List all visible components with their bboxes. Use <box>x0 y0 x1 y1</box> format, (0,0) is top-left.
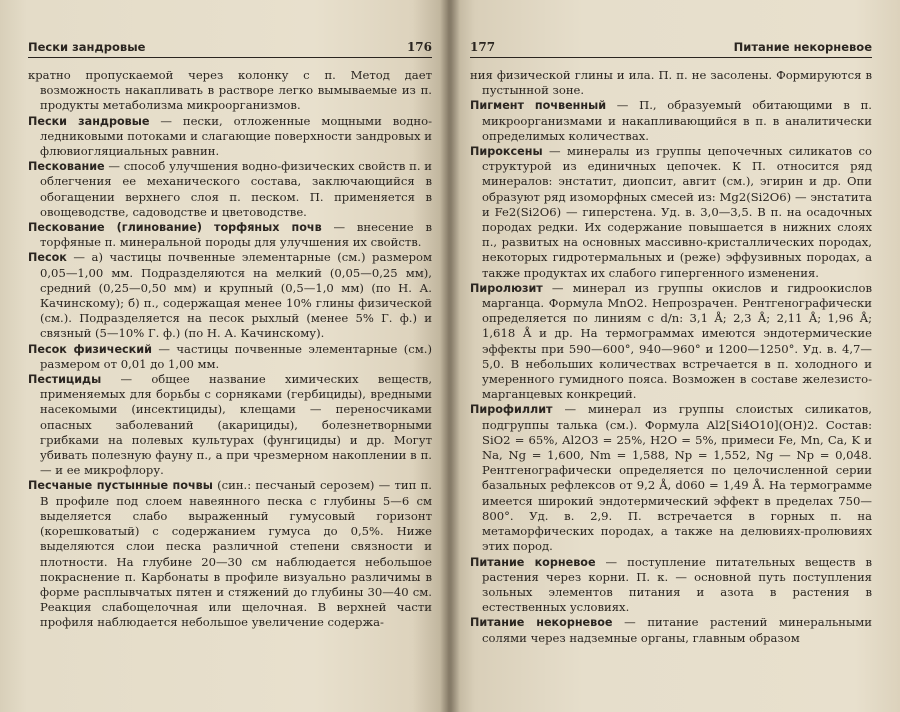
entry-term: Пестициды <box>28 373 102 387</box>
entry <box>28 342 432 372</box>
entry-definition: — минерал из группы слоистых силикатов, подгруппы талька (см.). Формула Al2[Si4O10](OH)2. Состав: SiO2 = 65%, Al2O3 = 25%, H2O = 5%, примеси Fe, Mn, Ca, K и Na, Ng = 1,600, Nm = 1,588, Np = 1,552, Ng — Np = 0,048. Рентгенографически определяется по целочисленной серии базальных рефлексов от 9,2 Å, d060 = 1,49 Å. На термограмме имеется широкий эндотермический эффект в пределах 750—800°. Уд. в. 2,9. П. встречается в горных п. на метаморфических породах, а также на делювиях-пролювиях этих пород. <box>482 402 872 554</box>
entry <box>28 159 432 220</box>
entry <box>28 220 432 250</box>
entry-definition: — П., образуемый обитающими в п. микроорганизмами и накапливающийся в п. в аналитически определимых количествах. <box>482 98 872 143</box>
entry-definition: — поступление питательных веществ в растения через корни. П. к. — основной путь поступления зольных элементов питания и азота в растения в естественных условиях. <box>482 554 872 615</box>
entry <box>470 281 872 403</box>
entry <box>470 98 872 144</box>
right-page-text <box>470 68 872 646</box>
entry-definition: — минералы из группы цепочечных силикатов со структурой из единичных цепочек. К П. относится ряд минералов: энстатит, диопсит, авгит (см.), эгирин и др. Опи образуют ряд изоморфных смесей из: Mg2(Si2O6) — энстатита и Fe2(Si2O6) — гиперстена. Уд. в. 3,0—3,5. В п. на осадочных породах редки. Их содержание повышается в нижних слоях п., развитых на основных массивно-кристаллических породах, некоторых гидротермальных и (реже) эффузивных породах, а также продуктах их слабого гипергенного изменения. <box>482 144 872 280</box>
entry <box>28 478 432 630</box>
entry-definition: — способ улучшения водно-физических свойств п. и облегчения ее механического состава, заключающийся в обогащении верхнего слоя п. песком. П. применяется в овощеводстве, садоводстве и цветоводстве. <box>40 159 432 219</box>
left-page-number: 176 <box>406 40 432 54</box>
entry-definition: — частицы почвенные элементарные (см.) размером от 0,01 до 1,00 мм. <box>40 341 432 371</box>
entry <box>470 144 872 281</box>
left-page-header <box>28 40 432 58</box>
entry-term: Песок физический <box>28 342 152 356</box>
entry-definition: ния физической глины и ила. П. п. не засолены. Формируются в пустынной зоне. <box>470 68 872 98</box>
entry-term: Песчаные пустынные почвы <box>28 479 213 493</box>
left-page-text <box>28 68 432 631</box>
left-header-title: Пески зандровые <box>28 40 146 54</box>
entry-definition: (син.: песчаный серозем) — тип п. В профиле под слоем навеянного песка с глубины 5—6 см выделяется слабо выраженный гумусовый горизонт (корешковатый) с содержанием гумуса до 0,5%. Ниже выделяются слои песка различной степени связности и плотности. На глубине 20—30 см наблюдается небольшое покраснение п. Карбонаты в профиле визуально различимы в форме расплывчатых пятен и стяжений до глубины 30—40 см. Реакция слабощелочная или щелочная. В верхней части профиля наблюдается небольшое увеличение содержа- <box>40 478 432 630</box>
entry-term: Пескование (глинование) торфяных почв <box>28 221 322 235</box>
right-page-header <box>470 40 872 58</box>
entry-definition: — общее название химических веществ, применяемых для борьбы с сорняками (гербициды), вредными насекомыми (инсектициды), клещами — переносчиками опасных заболеваний (акарициды), болезнетворными грибками на полевых культурах (фунгициды) и др. Могут убивать полезную фауну п., а при чрезмерном накоплении в п. — и ее микрофлору. <box>40 372 432 478</box>
entry-term: Питание корневое <box>470 555 596 569</box>
entry <box>28 250 432 341</box>
right-header-title: Питание некорневое <box>733 40 872 54</box>
left-page <box>0 0 448 712</box>
entry-definition: — а) частицы почвенные элементарные (см.) размером 0,05—1,00 мм. Подразделяются на мелкий (0,05—0,25 мм), средний (0,25—0,50 мм) и крупный (0,5—1,0 мм) (по Н. А. Качинскому); б) п., содержащая менее 10% глины физической (см.). Подразделяется на песок рыхлый (менее 5% Г. ф.) и связный (5—10% Г. ф.) (по Н. А. Качинскому). <box>40 250 432 341</box>
entry-term: Пироксены <box>470 145 543 159</box>
right-page <box>448 0 900 712</box>
entry <box>470 402 872 554</box>
entry <box>28 114 432 160</box>
entry <box>470 68 872 98</box>
entry <box>470 615 872 645</box>
entry-term: Пиролюзит <box>470 281 543 295</box>
entry <box>470 555 872 616</box>
entry-term: Песок <box>28 251 67 265</box>
entry-definition: — пески, отложенные мощными водно-ледниковыми потоками и слагающие поверхности зандровых и флювиогляциальных равнин. <box>40 113 432 159</box>
entry-definition: — внесение в торфяные п. минеральной породы для улучшения их свойств. <box>40 220 432 250</box>
entry-term: Питание некорневое <box>470 616 613 630</box>
entry <box>28 372 432 478</box>
entry-definition: — питание растений минеральными солями через надземные органы, главным образом <box>482 615 872 645</box>
entry-term: Пигмент почвенный <box>470 99 607 113</box>
entry-definition: кратно пропускаемой через колонку с п. Метод дает возможность накапливать в растворе легко вымываемые из п. продукты метаболизма микроорганизмов. <box>28 68 432 113</box>
entry <box>28 68 432 114</box>
right-page-number: 177 <box>470 40 496 54</box>
entry-term: Пескование <box>28 160 105 174</box>
entry-term: Пески зандровые <box>28 114 150 128</box>
entry-definition: — минерал из группы окислов и гидроокислов марганца. Формула MnO2. Непрозрачен. Рентгенографически определяется по линиям с d/n: 3,1 Å; 2,3 Å; 2,11 Å; 1,96 Å; 1,618 Å и др. На термограммах имеются эндотермические эффекты при 590—600°, 940—960° и 1200—1250°. Уд. в. 4,7—5,0. В небольших количествах встречается в п. холодного и умеренного гумидного пояса. Возможен в составе железисто-марганцевых конкреций. <box>482 280 872 402</box>
entry-term: Пирофиллит <box>470 403 553 417</box>
